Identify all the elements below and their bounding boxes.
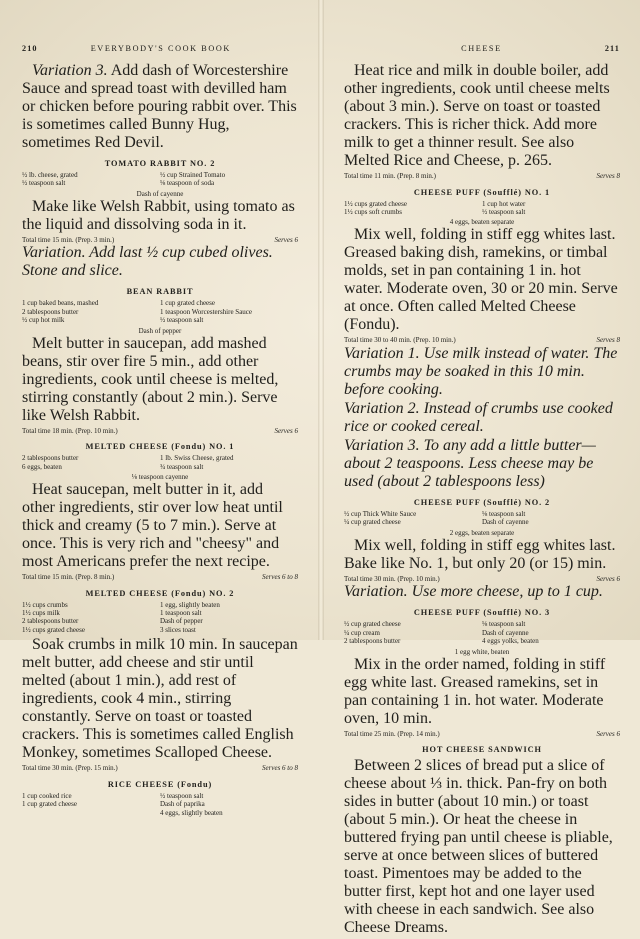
- ingredient: 1 teaspoon Worcestershire Sauce: [160, 307, 253, 316]
- right-running-head: CHEESE: [461, 44, 502, 53]
- ingredient: ½ lb. cheese, grated: [22, 171, 78, 179]
- recipe-time-line: [22, 236, 298, 245]
- ingredient: 1 cup cooked rice: [22, 791, 72, 800]
- recipe-time-line: [344, 575, 620, 584]
- ingredient: Dash of cayenne: [136, 189, 184, 198]
- ingredient: 1 cup grated cheese: [160, 299, 215, 308]
- recipe-time-line: [344, 336, 620, 345]
- recipe-ingredients: [344, 510, 620, 527]
- recipe-variation: Variation. Use more cheese, up to 1 cup.: [344, 583, 603, 601]
- recipe-method: Mix in the order named, folding in stiff egg white last. Greased ramekins, set in pan containing 1 in. hot water. Moderate oven, 10 min.: [344, 655, 606, 727]
- recipe-title: RICE CHEESE (Fondu): [107, 779, 213, 789]
- recipe-total-time: Total time 15 min. (Prep. 8 min.): [22, 573, 115, 582]
- ingredient: ½ cup grated cheese: [344, 620, 401, 629]
- recipe-serves: Serves 6: [596, 574, 620, 583]
- recipe-method: Heat saucepan, melt butter in it, add other ingredients, stir over low heat until thick and creamy (5 to 7 min.). Serve at once. This is very rich and "cheesy" and most Americans prefer the next recipe.: [22, 481, 283, 571]
- ingredient: 1½ cups crumbs: [22, 600, 68, 609]
- ingredient: ⅛ teaspoon salt: [482, 620, 526, 629]
- recipe-ingredients: [22, 454, 298, 471]
- left-running-head: EVERYBODY'S COOK BOOK: [90, 44, 231, 53]
- ingredient: ¼ cup cream: [344, 628, 380, 637]
- ingredient: 1 lb. Swiss Cheese, grated: [160, 454, 234, 463]
- recipe-ingredients: [22, 299, 298, 324]
- ingredient: 2 tablespoons butter: [22, 617, 79, 626]
- recipe-total-time: Total time 18 min. (Prep. 10 min.): [22, 426, 118, 435]
- recipe-variation: Variation 2. Instead of crumbs use cooked rice or cooked cereal.: [344, 400, 613, 435]
- ingredient: ⅛ teaspoon of soda: [160, 179, 215, 188]
- recipe-method: Mix well, folding in stiff egg whites last. Bake like No. 1, but only 20 (or 15) min.: [344, 536, 616, 572]
- recipe-serves: Serves 6: [274, 426, 298, 435]
- recipe-title: CHEESE PUFF (Soufflé) NO. 3: [413, 608, 551, 618]
- recipe-serves: Serves 6 to 8: [262, 573, 298, 582]
- recipe-total-time: Total time 30 min. (Prep. 15 min.): [22, 764, 118, 773]
- ingredient: ¾ teaspoon salt: [160, 462, 204, 471]
- left-page-body: [22, 62, 298, 819]
- ingredient: Dash of paprika: [160, 800, 205, 809]
- left-intro-paragraph: [22, 62, 298, 152]
- ingredient: 4 eggs, slightly beaten: [160, 808, 223, 817]
- ingredient: Dash of cayenne: [482, 518, 529, 527]
- ingredient: ¼ cup grated cheese: [344, 518, 401, 527]
- recipe-ingredients: [22, 171, 298, 188]
- recipe-method: Soak crumbs in milk 10 min. In saucepan melt butter, add cheese and stir until melted (about 1 min.), add rest of ingredients, cook 4 min., stirring constantly. Serve on toast or toasted crackers. This is sometimes called English Monkey, sometimes Scalloped Cheese.: [22, 636, 298, 762]
- ingredient: ½ cup Strained Tomato: [160, 171, 226, 179]
- ingredient: ⅛ teaspoon cayenne: [131, 473, 189, 482]
- ingredient: 3 slices toast: [160, 625, 196, 634]
- ingredient: 1 egg white, beaten: [454, 647, 510, 656]
- recipe-title: MELTED CHEESE (Fondu) NO. 1: [85, 442, 235, 452]
- ingredient: 1 cup grated cheese: [22, 800, 77, 809]
- recipe-serves: Serves 6: [274, 235, 298, 244]
- ingredient: 1 egg, slightly beaten: [160, 600, 220, 609]
- recipe-method: Make like Welsh Rabbit, using tomato as the liquid and dissolving soda in it.: [22, 197, 295, 233]
- recipe-time-line: [344, 730, 620, 739]
- ingredient: 1 teaspoon salt: [160, 609, 202, 618]
- recipe-total-time: Total time 11 min. (Prep. 8 min.): [344, 172, 436, 180]
- recipe-title: CHEESE PUFF (Soufflé) NO. 1: [413, 187, 551, 197]
- recipe-total-time: Total time 25 min. (Prep. 14 min.): [344, 729, 440, 738]
- ingredient: 2 tablespoons butter: [22, 307, 79, 316]
- recipe-ingredients: [344, 620, 620, 645]
- recipe-title: MELTED CHEESE (Fondu) NO. 2: [85, 588, 235, 598]
- right-page-header: [344, 44, 620, 53]
- ingredient: 4 eggs, beaten separate: [449, 218, 515, 227]
- recipe-ingredients: [22, 601, 298, 635]
- recipe-serves: Serves 8: [596, 336, 620, 345]
- recipe-ingredients: [22, 792, 298, 817]
- recipe-method: Mix well, folding in stiff egg whites last. Greased baking dish, ramekins, or timbal molds, set in pan containing 1 in. hot water. Moderate oven, 30 or 20 min. Serve at once. Often called Melted Cheese (Fondu).: [344, 226, 618, 334]
- left-page-header: [22, 44, 298, 53]
- ingredient: ½ teaspoon salt: [160, 316, 204, 325]
- ingredient: 6 eggs, beaten: [22, 462, 62, 471]
- ingredient: 1½ cups soft crumbs: [344, 208, 402, 216]
- ingredient: ½ teaspoon salt: [482, 208, 526, 216]
- recipe-serves: Serves 8: [596, 172, 620, 180]
- recipe-variation: Variation. Add last ½ cup cubed olives. Stone and slice.: [22, 244, 273, 280]
- page-gutter: [318, 0, 324, 640]
- left-intro-label: Variation 3.: [32, 62, 108, 79]
- ingredient: ½ teaspoon salt: [160, 791, 204, 800]
- ingredient: 1 cup baked beans, mashed: [22, 299, 99, 308]
- recipe-serves: Serves 6 to 8: [262, 764, 298, 773]
- ingredient: Dash of cayenne: [482, 628, 529, 637]
- ingredient: ½ cup hot milk: [22, 316, 65, 325]
- ingredient: 2 tablespoons butter: [22, 454, 79, 463]
- ingredient: ⅛ teaspoon salt: [482, 510, 526, 518]
- ingredient: 1½ cups grated cheese: [344, 199, 407, 208]
- right-intro-time-line: [344, 172, 620, 181]
- ingredient: ½ teaspoon salt: [22, 179, 66, 188]
- recipe-serves: Serves 6: [596, 729, 620, 738]
- recipe-method: Melt butter in saucepan, add mashed beans, stir over fire 5 min., add other ingredients, cook until cheese is melted, stirring constantly (about 2 min.). Serve like Welsh Rabbit.: [22, 334, 279, 424]
- recipe-title: TOMATO RABBIT NO. 2: [104, 159, 216, 168]
- recipe-total-time: Total time 15 min. (Prep. 3 min.): [22, 235, 115, 244]
- recipe-variation: Variation 3. To any add a little butter—about 2 teaspoons. Less cheese may be used (about 2 tablespoons less): [344, 437, 596, 490]
- ingredient: 4 eggs yolks, beaten: [482, 637, 539, 646]
- recipe-total-time: Total time 30 to 40 min. (Prep. 10 min.): [344, 336, 456, 345]
- recipe-variation: Variation 1. Use milk instead of water. The crumbs may be soaked in this 10 min. before cooking.: [344, 345, 618, 398]
- recipe-method: Between 2 slices of bread put a slice of cheese about ⅓ in. thick. Pan-fry on both sides in butter (about 10 min.) or toast (about 5 min.). Or heat the cheese in buttered frying pan until cheese is pliable, serve at once between slices of buttered toast. Pimentoes may be added to the butter first, kept hot and one layer used with cheese in each sandwich. See also Cheese Dreams.: [344, 757, 613, 937]
- ingredient: 1½ cups milk: [22, 609, 60, 618]
- ingredient: 2 tablespoons butter: [344, 637, 401, 646]
- right-page-body: [344, 62, 620, 939]
- ingredient: Dash of pepper: [160, 617, 203, 626]
- left-intro-text: Add dash of Worcestershire Sauce and spread toast with devilled ham or chicken before pouring rabbit over. This is sometimes called Bunny Hug, sometimes Red Devil.: [22, 62, 297, 151]
- recipe-time-line: [22, 573, 298, 582]
- recipe-title: BEAN RABBIT: [126, 287, 194, 297]
- recipe-time-line: [22, 427, 298, 436]
- ingredient: 1 cup hot water: [482, 199, 526, 208]
- right-page-number: 211: [604, 44, 620, 53]
- right-intro-paragraph: Heat rice and milk in double boiler, add other ingredients, cook until cheese melts (about 3 min.). Serve on toast or toasted crackers. This is richer thick. Add more milk to get a thinner result. See also Melted Rice and Cheese, p. 265.: [344, 62, 610, 169]
- ingredient: 2 eggs, beaten separate: [449, 528, 515, 537]
- recipe-title: HOT CHEESE SANDWICH: [422, 745, 542, 755]
- left-page-number: 210: [22, 44, 38, 53]
- recipe-total-time: Total time 30 min. (Prep. 10 min.): [344, 574, 440, 583]
- ingredient: Dash of pepper: [138, 326, 182, 335]
- recipe-title: CHEESE PUFF (Soufflé) NO. 2: [413, 498, 551, 507]
- ingredient: ½ cup Thick White Sauce: [344, 510, 417, 518]
- ingredient: 1½ cups grated cheese: [22, 625, 85, 634]
- recipe-time-line: [22, 764, 298, 773]
- recipe-ingredients: [344, 200, 620, 217]
